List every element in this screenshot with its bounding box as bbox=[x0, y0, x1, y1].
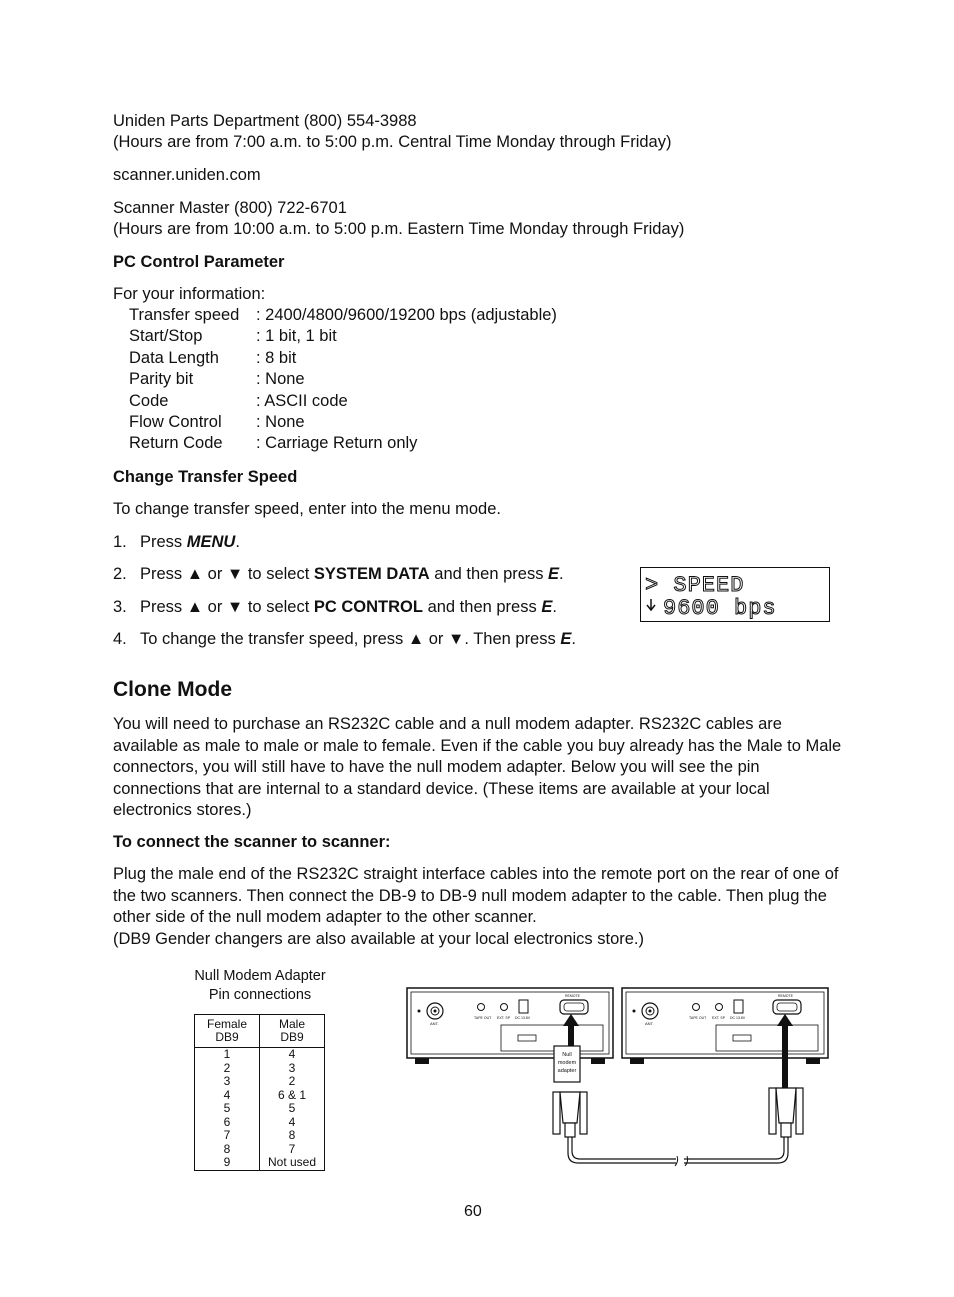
step-text: . bbox=[235, 533, 240, 551]
tape-out-label: TAPE OUT bbox=[689, 1016, 707, 1020]
step-number: 4. bbox=[113, 630, 127, 648]
caption-line-2: Pin connections bbox=[208, 987, 312, 1003]
clone-mode-paragraph: You will need to purchase an RS232C cable and a null modem adapter. RS232C cables are available as male to male or male to female. Even if the cable you buy already has the Male to Male connectors, you will still have to have the null modem adapter. Below you will see the pin connections that are internal to a standard device. (These items are available at your local electronics stores.) bbox=[113, 715, 842, 819]
header-line: Female bbox=[206, 1016, 247, 1031]
scanner-master-hours: (Hours are from 10:00 a.m. to 5:00 p.m. Eastern Time Monday through Friday) bbox=[113, 220, 685, 238]
step-text: . bbox=[552, 598, 557, 616]
step-text: and then press bbox=[422, 598, 542, 616]
male-pin: 4 bbox=[260, 1116, 325, 1130]
header-line: Male bbox=[278, 1016, 305, 1031]
step-text: and then press bbox=[429, 565, 549, 583]
change-speed-heading: Change Transfer Speed bbox=[113, 468, 298, 486]
step-1 bbox=[113, 531, 240, 553]
male-pin: Not used bbox=[260, 1156, 325, 1170]
param-row bbox=[129, 412, 557, 433]
table-row bbox=[195, 1129, 325, 1143]
male-pin: 5 bbox=[260, 1102, 325, 1116]
scanner-rear-panel-left bbox=[407, 988, 613, 1064]
param-key: Transfer speed bbox=[129, 306, 240, 324]
table-row bbox=[195, 1102, 325, 1116]
param-value: : None bbox=[256, 370, 305, 389]
table-row bbox=[195, 1062, 325, 1076]
male-pin: 7 bbox=[260, 1143, 325, 1157]
change-speed-intro: To change transfer speed, enter into the menu mode. bbox=[113, 500, 501, 518]
param-value: : 2400/4800/9600/19200 bps (adjustable) bbox=[256, 306, 557, 324]
table-row bbox=[195, 1089, 325, 1103]
male-pin: 4 bbox=[260, 1048, 325, 1062]
step-number: 2. bbox=[113, 565, 127, 583]
rs232c-cable bbox=[568, 1137, 788, 1166]
table-header-row bbox=[195, 1015, 325, 1048]
remote-label: REMOTE bbox=[778, 994, 793, 998]
female-pin: 8 bbox=[195, 1143, 260, 1157]
param-value: : Carriage Return only bbox=[256, 434, 418, 453]
menu-item-name: SYSTEM DATA bbox=[313, 565, 430, 583]
ext-sp-label: EXT. SP bbox=[712, 1016, 726, 1020]
down-arrow-icon bbox=[647, 599, 655, 610]
lcd-display bbox=[640, 567, 830, 622]
param-value: : None bbox=[256, 412, 305, 431]
male-pin: 2 bbox=[260, 1075, 325, 1089]
pc-control-params bbox=[129, 305, 557, 455]
step-4 bbox=[113, 628, 576, 650]
e-key: E bbox=[548, 565, 560, 583]
column-header-female bbox=[195, 1015, 260, 1048]
table-row bbox=[195, 1048, 325, 1062]
scanner-rear-panel-right bbox=[622, 988, 828, 1064]
step-number: 3. bbox=[113, 598, 127, 616]
param-row bbox=[129, 391, 557, 412]
ant-label: ANT. bbox=[645, 1021, 654, 1026]
male-pin: 3 bbox=[260, 1062, 325, 1076]
param-row bbox=[129, 305, 557, 326]
pc-control-intro: For your information: bbox=[113, 285, 266, 303]
female-pin: 7 bbox=[195, 1129, 260, 1143]
header-line: DB9 bbox=[280, 1030, 304, 1044]
step-2 bbox=[113, 563, 564, 585]
param-key: Start/Stop bbox=[129, 327, 203, 346]
step-text: Press ▲ or ▼ to select bbox=[140, 565, 314, 583]
table-row bbox=[195, 1143, 325, 1157]
step-text: Press ▲ or ▼ to select bbox=[140, 598, 314, 616]
tape-out-label: TAPE OUT bbox=[474, 1016, 492, 1020]
step-text: . bbox=[571, 630, 576, 648]
parts-department-line: Uniden Parts Department (800) 554-3988 bbox=[113, 112, 417, 130]
step-3 bbox=[113, 596, 557, 618]
db9-cable-connector-left bbox=[553, 1092, 587, 1137]
param-key: Parity bit bbox=[129, 370, 194, 389]
scanner-master-line: Scanner Master (800) 722-6701 bbox=[113, 199, 347, 217]
param-key: Data Length bbox=[129, 348, 219, 367]
param-row bbox=[129, 369, 557, 390]
header-line: DB9 bbox=[215, 1030, 239, 1044]
param-key: Code bbox=[129, 391, 169, 410]
parts-department-hours: (Hours are from 7:00 a.m. to 5:00 p.m. Central Time Monday through Friday) bbox=[113, 133, 672, 151]
db9-cable-connector-right bbox=[769, 1088, 803, 1137]
adapter-label-line: modem bbox=[557, 1060, 577, 1066]
table-row bbox=[195, 1075, 325, 1089]
step-text: Press bbox=[140, 533, 187, 551]
ext-sp-label: EXT. SP bbox=[497, 1016, 511, 1020]
table-row bbox=[195, 1156, 325, 1170]
male-pin: 8 bbox=[260, 1129, 325, 1143]
param-value: : ASCII code bbox=[256, 391, 348, 410]
column-header-male bbox=[260, 1015, 325, 1048]
pc-control-heading: PC Control Parameter bbox=[113, 253, 285, 271]
connect-subheading: To connect the scanner to scanner: bbox=[113, 833, 391, 851]
female-pin: 2 bbox=[195, 1062, 260, 1076]
gender-changer-note: (DB9 Gender changers are also available at your local electronics store.) bbox=[113, 930, 645, 948]
param-value: : 1 bit, 1 bit bbox=[256, 327, 337, 346]
caption-line-1: Null Modem Adapter bbox=[194, 968, 326, 984]
female-pin: 5 bbox=[195, 1102, 260, 1116]
step-text: . bbox=[559, 565, 564, 583]
param-row bbox=[129, 326, 557, 347]
param-row bbox=[129, 433, 557, 454]
remote-label: REMOTE bbox=[565, 994, 580, 998]
female-pin: 3 bbox=[195, 1075, 260, 1089]
dc-label: DC 13.8V bbox=[730, 1016, 746, 1020]
param-row bbox=[129, 348, 557, 369]
menu-item-name: PC CONTROL bbox=[313, 598, 423, 616]
adapter-label-line: adapter bbox=[557, 1068, 577, 1074]
adapter-label-line: Null bbox=[562, 1052, 572, 1058]
female-pin: 9 bbox=[195, 1156, 260, 1170]
e-key: E bbox=[560, 630, 572, 648]
dc-label: DC 13.8V bbox=[515, 1016, 531, 1020]
param-key: Flow Control bbox=[129, 412, 222, 431]
scanner-connection-diagram bbox=[405, 985, 835, 1175]
table-row bbox=[195, 1116, 325, 1130]
female-pin: 4 bbox=[195, 1089, 260, 1103]
step-text: To change the transfer speed, press ▲ or ▼. Then press bbox=[140, 630, 561, 648]
param-value: : 8 bit bbox=[256, 348, 297, 367]
female-pin: 1 bbox=[195, 1048, 260, 1062]
e-key: E bbox=[541, 598, 553, 616]
page-number: 60 bbox=[464, 1203, 482, 1220]
menu-key: MENU bbox=[186, 533, 236, 551]
male-pin: 6 & 1 bbox=[260, 1089, 325, 1103]
ant-label: ANT. bbox=[430, 1021, 439, 1026]
clone-mode-heading: Clone Mode bbox=[113, 678, 232, 701]
connect-paragraph: Plug the male end of the RS232C straight interface cables into the remote port on the rear of one of the two scanners. Then connect the DB-9 to DB-9 null modem adapter to the cable. Then plug the other side of the null modem adapter to the other scanner. bbox=[113, 865, 839, 926]
null-modem-adapter bbox=[554, 1046, 580, 1082]
lcd-line-2: 9600 bps bbox=[663, 596, 777, 621]
param-key: Return Code bbox=[129, 434, 223, 453]
website-text: scanner.uniden.com bbox=[113, 166, 261, 184]
lcd-line-1: > SPEED bbox=[645, 573, 745, 598]
female-pin: 6 bbox=[195, 1116, 260, 1130]
pin-connection-table bbox=[194, 1014, 325, 1171]
step-number: 1. bbox=[113, 533, 127, 551]
pin-table-caption bbox=[180, 967, 340, 1005]
